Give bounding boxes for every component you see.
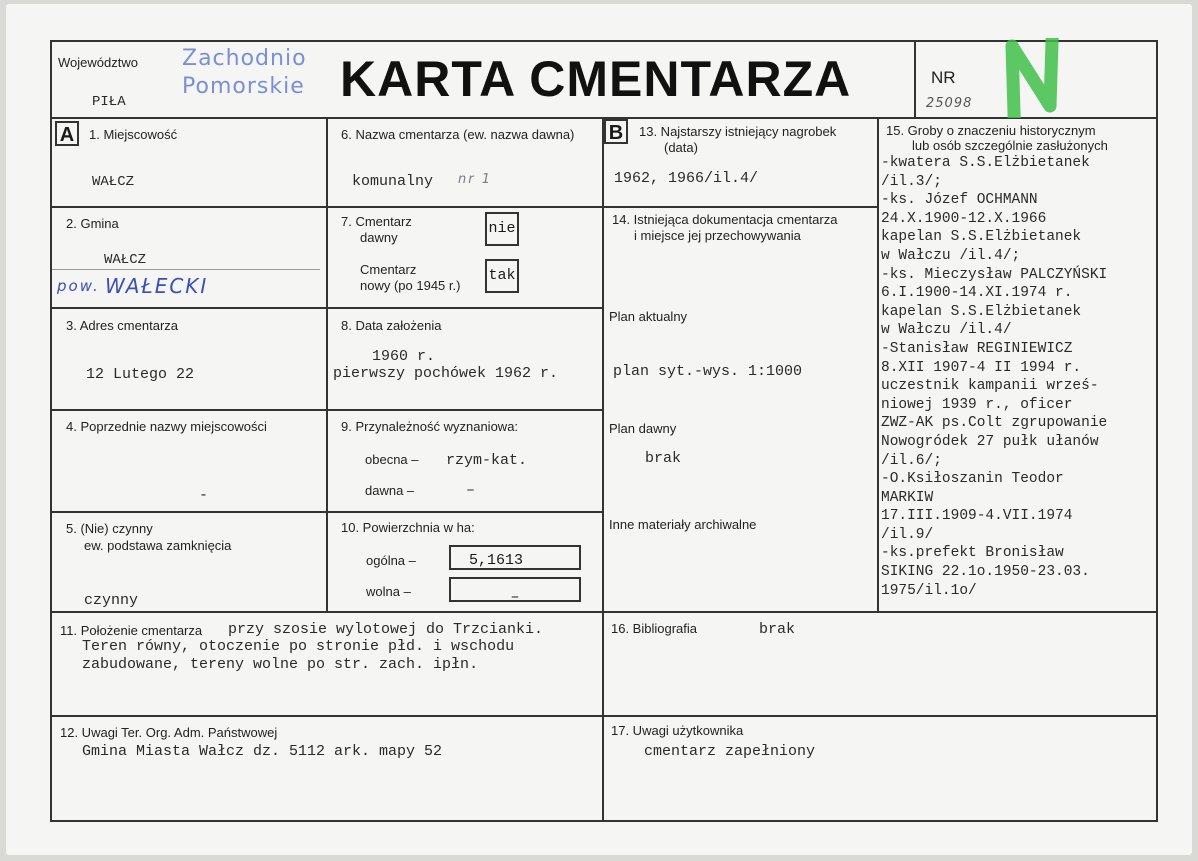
field-14-plan-aktualny-label: Plan aktualny	[609, 309, 688, 324]
nr-highlighter-mark	[1002, 38, 1068, 118]
field-14-plan-dawny-value: brak	[645, 450, 682, 467]
wojewodztwo-stamp-line1: Zachodnio	[182, 46, 307, 71]
field-7-label-2: dawny	[360, 230, 398, 245]
field-15-label-2: lub osób szczególnie zasłużonych	[912, 138, 1108, 153]
field-10-ogolna-label: ogólna –	[366, 553, 416, 568]
field-15-line: /il.6/;	[881, 452, 942, 469]
field-10-label: 10. Powierzchnia w ha:	[341, 520, 475, 535]
field-12-label: 12. Uwagi Ter. Org. Adm. Państwowej	[60, 725, 278, 740]
field-15-line: -ks.prefekt Bronisław	[881, 545, 1064, 562]
divider	[50, 307, 603, 309]
field-7-label-1: 7. Cmentarz	[341, 214, 412, 229]
field-2-label: 2. Gmina	[66, 216, 119, 231]
field-15-line: kapelan S.S.Elżbietanek	[881, 303, 1082, 320]
field-15-line: kapelan S.S.Elżbietanek	[881, 229, 1082, 246]
field-14-label-1: 14. Istniejąca dokumentacja cmentarza	[612, 212, 838, 227]
field-17-label: 17. Uwagi użytkownika	[611, 723, 744, 738]
divider	[50, 511, 603, 513]
field-4-label: 4. Poprzednie nazwy miejscowości	[66, 419, 267, 434]
field-13-label-1: 13. Najstarszy istniejący nagrobek	[639, 124, 837, 139]
field-13-label-2: (data)	[664, 140, 698, 155]
field-15-line: uczestnik kampanii wrześ-	[881, 378, 1099, 395]
wojewodztwo-stamp-line2: Pomorskie	[182, 74, 305, 99]
field-15-line: -kwatera S.S.Elżbietanek	[881, 155, 1090, 171]
field-15-line: 6.I.1900-14.XI.1974 r.	[881, 285, 1073, 302]
page-title: KARTA CMENTARZA	[340, 51, 852, 107]
field-15-line: niowej 1939 r., oficer	[881, 396, 1073, 413]
divider	[52, 269, 320, 270]
field-16-value: brak	[759, 621, 796, 638]
field-7-nowy-box: tak	[485, 259, 519, 293]
field-15-label-1: 15. Groby o znaczeniu historycznym	[886, 123, 1096, 138]
wojewodztwo-old-value: PIŁA	[92, 94, 126, 110]
nr-value: 25098	[926, 96, 973, 111]
field-15-line: 17.III.1909-4.VII.1974	[881, 508, 1073, 525]
field-15-line: SIKING 22.1o.1950-23.03.	[881, 564, 1090, 581]
divider	[877, 117, 879, 612]
divider	[603, 206, 878, 208]
field-7-dawny-box: nie	[485, 212, 519, 246]
field-15-line: /il.3/;	[881, 173, 942, 190]
field-15-line: w Wałczu /il.4/;	[881, 247, 1021, 264]
nr-label: NR	[931, 68, 956, 87]
field-8-value-2: pierwszy pochówek 1962 r.	[333, 365, 559, 382]
field-13-value: 1962, 1966/il.4/	[614, 170, 759, 187]
section-b-letter: B	[604, 119, 628, 144]
field-15-line: w Wałczu /il.4/	[881, 322, 1012, 339]
field-15-line: /il.9/	[881, 526, 934, 543]
divider	[50, 715, 1158, 717]
field-9-dawna-value: –	[466, 482, 476, 499]
field-6-value: komunalny	[352, 173, 434, 190]
field-15-line: 24.X.1900-12.X.1966	[881, 210, 1047, 227]
field-15-line: -ks. Józef OCHMANN	[881, 192, 1038, 209]
field-8-label: 8. Data założenia	[341, 318, 442, 333]
divider	[50, 611, 1158, 613]
field-9-label: 9. Przynależność wyznaniowa:	[341, 419, 519, 434]
field-9-dawna-label: dawna –	[365, 483, 415, 498]
field-15-line: MARKIW	[881, 489, 934, 506]
field-11-value-2: Teren równy, otoczenie po stronie płd. i wschodu	[82, 638, 515, 655]
field-8-value-1: 1960 r.	[372, 348, 436, 365]
divider	[914, 40, 916, 117]
field-3-label: 3. Adres cmentarza	[66, 318, 178, 333]
field-6-hand: nr 1	[458, 172, 492, 187]
field-5-label-2: ew. podstawa zamknięcia	[84, 538, 232, 553]
field-7-label-4: nowy (po 1945 r.)	[360, 278, 461, 293]
section-a-letter: A	[55, 121, 79, 146]
divider	[50, 206, 603, 208]
field-15-line: -O.Ksiłoszanin Teodor	[881, 471, 1064, 488]
field-1-value: WAŁCZ	[92, 174, 135, 190]
field-1-label: 1. Miejscowość	[89, 127, 178, 142]
field-15-line: 1975/il.1o/	[881, 582, 977, 599]
divider	[50, 409, 603, 411]
divider	[326, 117, 328, 612]
field-10-ogolna-box: 5,1613	[449, 545, 581, 570]
field-14-label-2: i miejsce jej przechowywania	[634, 228, 801, 243]
field-15-line: 8.XII 1907-4 II 1994 r.	[881, 359, 1082, 376]
field-9-obecna-value: rzym-kat.	[446, 452, 528, 469]
field-3-value: 12 Lutego 22	[86, 366, 195, 383]
field-11-value-3: zabudowane, tereny wolne po str. zach. ipłn.	[82, 656, 479, 673]
field-15-line: Nowogródek 27 pułk ułanów	[881, 433, 1099, 450]
field-9-obecna-label: obecna –	[365, 452, 419, 467]
field-2-value: WAŁCZ	[104, 252, 147, 268]
field-15-line: -ks. Mieczysław PALCZYŃSKI	[881, 266, 1108, 283]
field-10-wolna-label: wolna –	[366, 584, 411, 599]
field-5-value: czynny	[84, 592, 139, 609]
field-12-value: Gmina Miasta Wałcz dz. 5112 ark. mapy 52	[82, 743, 443, 760]
wojewodztwo-label: Województwo	[58, 55, 138, 70]
field-15-line: ZWZ-AK ps.Colt zgrupowanie	[881, 415, 1108, 432]
field-15-list	[881, 154, 1156, 600]
field-17-value: cmentarz zapełniony	[644, 743, 816, 760]
field-14-plan-dawny-label: Plan dawny	[609, 421, 677, 436]
field-10-wolna-box: –	[449, 577, 581, 602]
field-15-line: -Stanisław REGINIEWICZ	[881, 340, 1073, 357]
field-2-hand-prefix: pow.	[57, 277, 100, 295]
field-16-label: 16. Bibliografia	[611, 621, 697, 636]
field-11-value-1: przy szosie wylotowej do Trzcianki.	[228, 621, 544, 638]
field-14-plan-aktualny-value: plan syt.-wys. 1:1000	[613, 363, 803, 380]
field-6-label: 6. Nazwa cmentarza (ew. nazwa dawna)	[341, 127, 575, 142]
field-7-label-3: Cmentarz	[360, 262, 417, 277]
field-4-value: -	[199, 487, 209, 504]
field-11-label: 11. Położenie cmentarza	[60, 623, 203, 638]
field-14-inne-label: Inne materiały archiwalne	[609, 517, 757, 532]
field-2-hand-value: WAŁECKI	[105, 274, 209, 298]
field-5-label-1: 5. (Nie) czynny	[66, 521, 153, 536]
